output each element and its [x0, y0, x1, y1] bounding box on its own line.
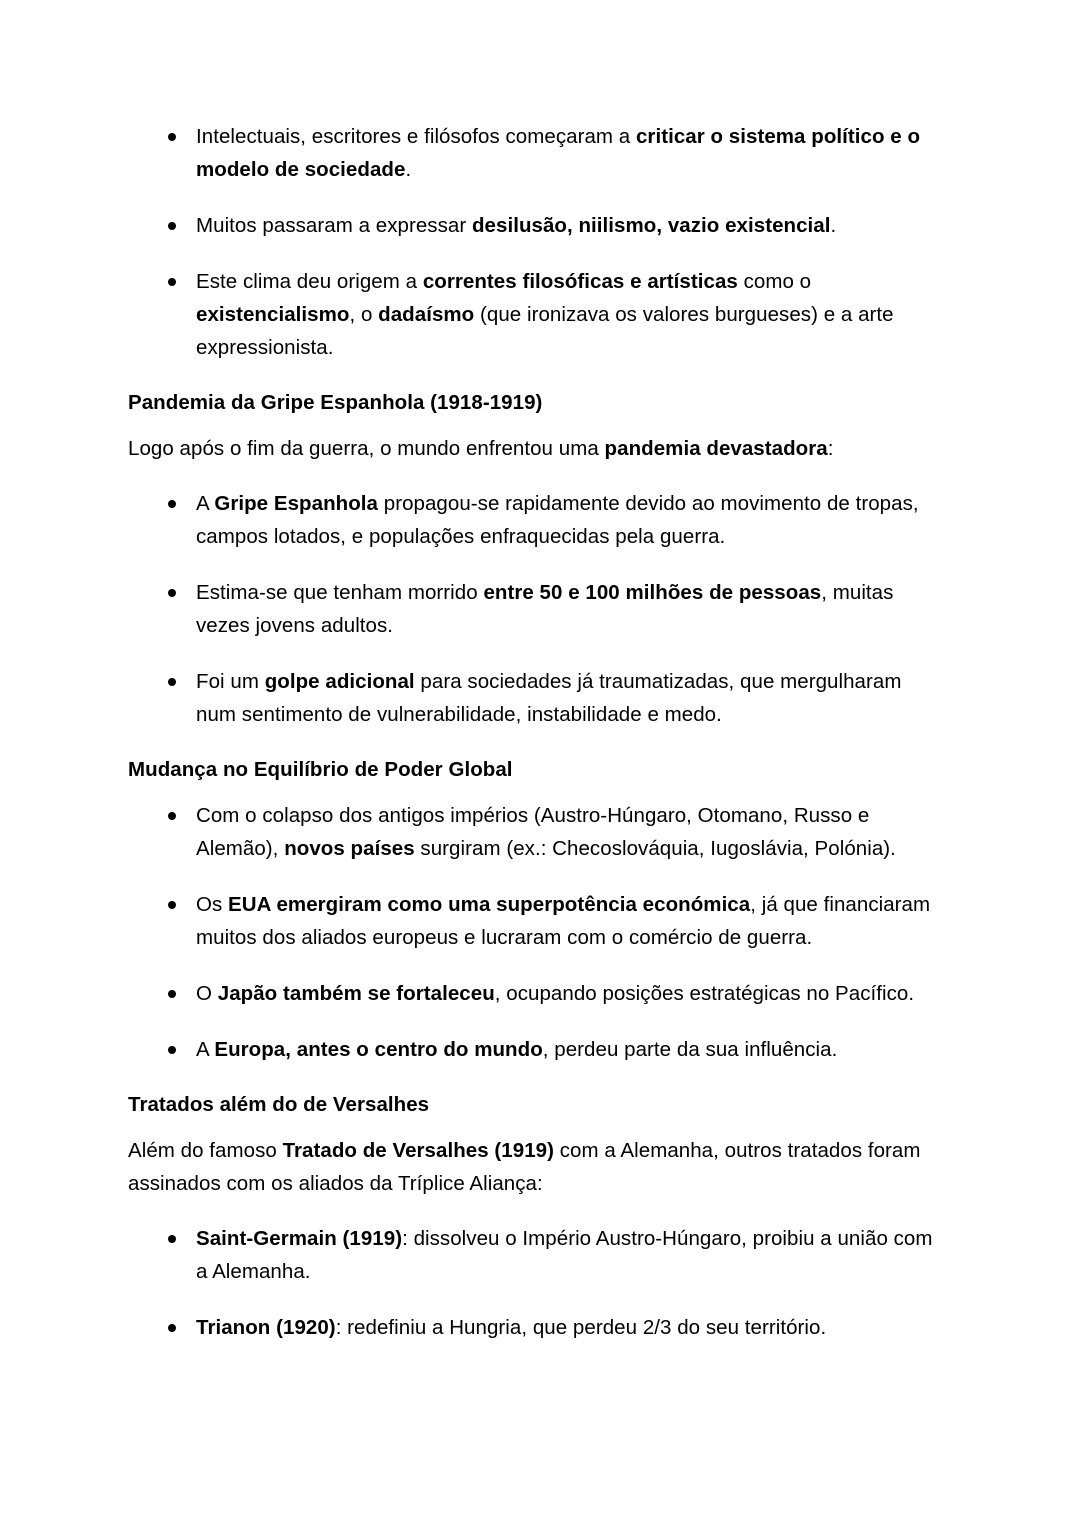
bullet-text — [196, 270, 894, 359]
bullet-tratado-saint-germain — [128, 1222, 946, 1288]
bold-text-run: Europa, antes o centro do mundo — [214, 1038, 543, 1061]
block-spacer — [128, 419, 946, 432]
text-run: : redefiniu a Hungria, que perdeu 2/3 do seu território. — [335, 1316, 827, 1339]
bold-text-run: golpe adicional — [264, 670, 415, 693]
paragraph-logo-apos-fim-da-guerra — [128, 432, 946, 465]
bullet-desilusao-niilismo — [128, 209, 946, 242]
bold-text-run: entre 50 e 100 milhões de pessoas — [483, 581, 822, 604]
text-run: , muitas vezes jovens adultos. — [196, 581, 894, 637]
block-spacer — [128, 1066, 946, 1088]
bullet-tratado-trianon — [128, 1311, 946, 1344]
text-run: propagou-se rapidamente devido ao movimento de tropas, campos lotados, e populações enfraquecidas pela guerra. — [196, 492, 919, 548]
text-run: Intelectuais, escritores e filósofos começaram a — [196, 125, 636, 148]
bullet-text — [196, 214, 836, 237]
paragraph-alem-do-famoso-tratado — [128, 1134, 946, 1200]
bold-text-run: EUA emergiram como uma superpotência económica — [228, 893, 751, 916]
bullet-text — [196, 1038, 837, 1061]
bold-text-run: dadaísmo — [378, 303, 475, 326]
text-run: O — [196, 982, 218, 1005]
bullet-japao-fortaleceu — [128, 977, 946, 1010]
block-spacer — [128, 786, 946, 799]
bullet-text — [196, 982, 914, 1005]
bullet-dot-icon — [168, 1324, 176, 1332]
bullet-dot-icon — [168, 133, 176, 141]
bullet-text — [196, 581, 893, 637]
text-run: , já que financiaram muitos dos aliados europeus e lucraram com o comércio de guerra. — [196, 893, 931, 949]
text-run: (que ironizava os valores burgueses) e a arte expressionista. — [196, 303, 894, 359]
text-run: para sociedades já traumatizadas, que mergulharam num sentimento de vulnerabilidade, instabilidade e medo. — [196, 670, 902, 726]
text-run: surgiram (ex.: Checoslováquia, Iugoslávia, Polónia). — [414, 837, 896, 860]
bold-text-run: desilusão, niilismo, vazio existencial — [471, 214, 831, 237]
text-run: com a Alemanha, outros tratados foram assinados com os aliados da Tríplice Aliança: — [128, 1139, 921, 1195]
bold-text-run: Japão também se fortaleceu — [217, 982, 495, 1005]
bold-text-run: Saint-Germain (1919) — [196, 1227, 403, 1250]
text-run: Com o colapso dos antigos impérios (Austro-Húngaro, Otomano, Russo e Alemão), — [196, 804, 870, 860]
text-run: , o — [349, 303, 379, 326]
document-content — [128, 120, 946, 1344]
text-run: Foi um — [196, 670, 265, 693]
text-run: Os — [196, 893, 229, 916]
bullet-colapso-imperios — [128, 799, 946, 865]
bullet-golpe-adicional — [128, 665, 946, 731]
heading-tratados-alem-de-versalhes: Tratados além do de Versalhes — [128, 1093, 430, 1116]
block-spacer — [128, 465, 946, 487]
bullet-dot-icon — [168, 278, 176, 286]
text-run: Estima-se que tenham morrido — [196, 581, 484, 604]
bold-text-run: criticar o sistema político e o modelo de sociedade — [196, 125, 921, 181]
bullet-dot-icon — [168, 589, 176, 597]
bullet-intelectuais-criticar — [128, 120, 946, 186]
bullet-list-poder-global — [128, 799, 946, 1066]
block-spacer — [128, 364, 946, 386]
bullet-gripe-espanhola-propagacao — [128, 487, 946, 553]
bold-text-run: novos países — [284, 837, 415, 860]
block-spacer — [128, 731, 946, 753]
bullet-dot-icon — [168, 678, 176, 686]
bullet-list-tratados — [128, 1222, 946, 1344]
block-spacer — [128, 1121, 946, 1134]
text-run: : dissolveu o Império Austro-Húngaro, proibiu a união com a Alemanha. — [196, 1227, 933, 1283]
heading-pandemia-gripe-espanhola: Pandemia da Gripe Espanhola (1918-1919) — [128, 391, 543, 414]
text-run: Muitos passaram a expressar — [196, 214, 472, 237]
bullet-europa-perdeu-influencia — [128, 1033, 946, 1066]
block-spacer — [128, 1200, 946, 1222]
text-run: A — [196, 492, 215, 515]
bullet-text — [196, 893, 930, 949]
bullet-dot-icon — [168, 812, 176, 820]
bold-text-run: correntes filosóficas e artísticas — [422, 270, 738, 293]
bullet-text — [196, 1316, 826, 1339]
bold-text-run: Trianon (1920) — [196, 1316, 336, 1339]
bullet-dot-icon — [168, 1046, 176, 1054]
text-run: . — [830, 214, 837, 237]
bullet-text — [196, 670, 901, 726]
bold-text-run: pandemia devastadora — [604, 437, 828, 460]
text-run: , ocupando posições estratégicas no Pacífico. — [494, 982, 915, 1005]
bullet-dot-icon — [168, 222, 176, 230]
text-run: , perdeu parte da sua influência. — [542, 1038, 838, 1061]
bullet-list-consequencias-culturais — [128, 120, 946, 364]
bold-text-run: Tratado de Versalhes (1919) — [282, 1139, 554, 1162]
bullet-estimativa-mortes — [128, 576, 946, 642]
text-run: . — [405, 158, 412, 181]
bullet-dot-icon — [168, 990, 176, 998]
bullet-dot-icon — [168, 500, 176, 508]
bold-text-run: Gripe Espanhola — [214, 492, 378, 515]
bullet-eua-superpotencia — [128, 888, 946, 954]
text-run: como o — [737, 270, 812, 293]
heading-mudanca-equilibrio-poder-global: Mudança no Equilíbrio de Poder Global — [128, 758, 513, 781]
text-run: A — [196, 1038, 215, 1061]
bullet-correntes-filosoficas — [128, 265, 946, 364]
bullet-dot-icon — [168, 1235, 176, 1243]
bold-text-run: existencialismo — [196, 303, 350, 326]
bullet-text — [196, 804, 896, 860]
bullet-dot-icon — [168, 901, 176, 909]
bullet-text — [196, 1227, 933, 1283]
bullet-text — [196, 125, 920, 181]
text-run: Além do famoso — [128, 1139, 283, 1162]
text-run: Este clima deu origem a — [196, 270, 423, 293]
bullet-text — [196, 492, 919, 548]
text-run: : — [827, 437, 834, 460]
bullet-list-gripe-espanhola — [128, 487, 946, 731]
text-run: Logo após o fim da guerra, o mundo enfrentou uma — [128, 437, 605, 460]
